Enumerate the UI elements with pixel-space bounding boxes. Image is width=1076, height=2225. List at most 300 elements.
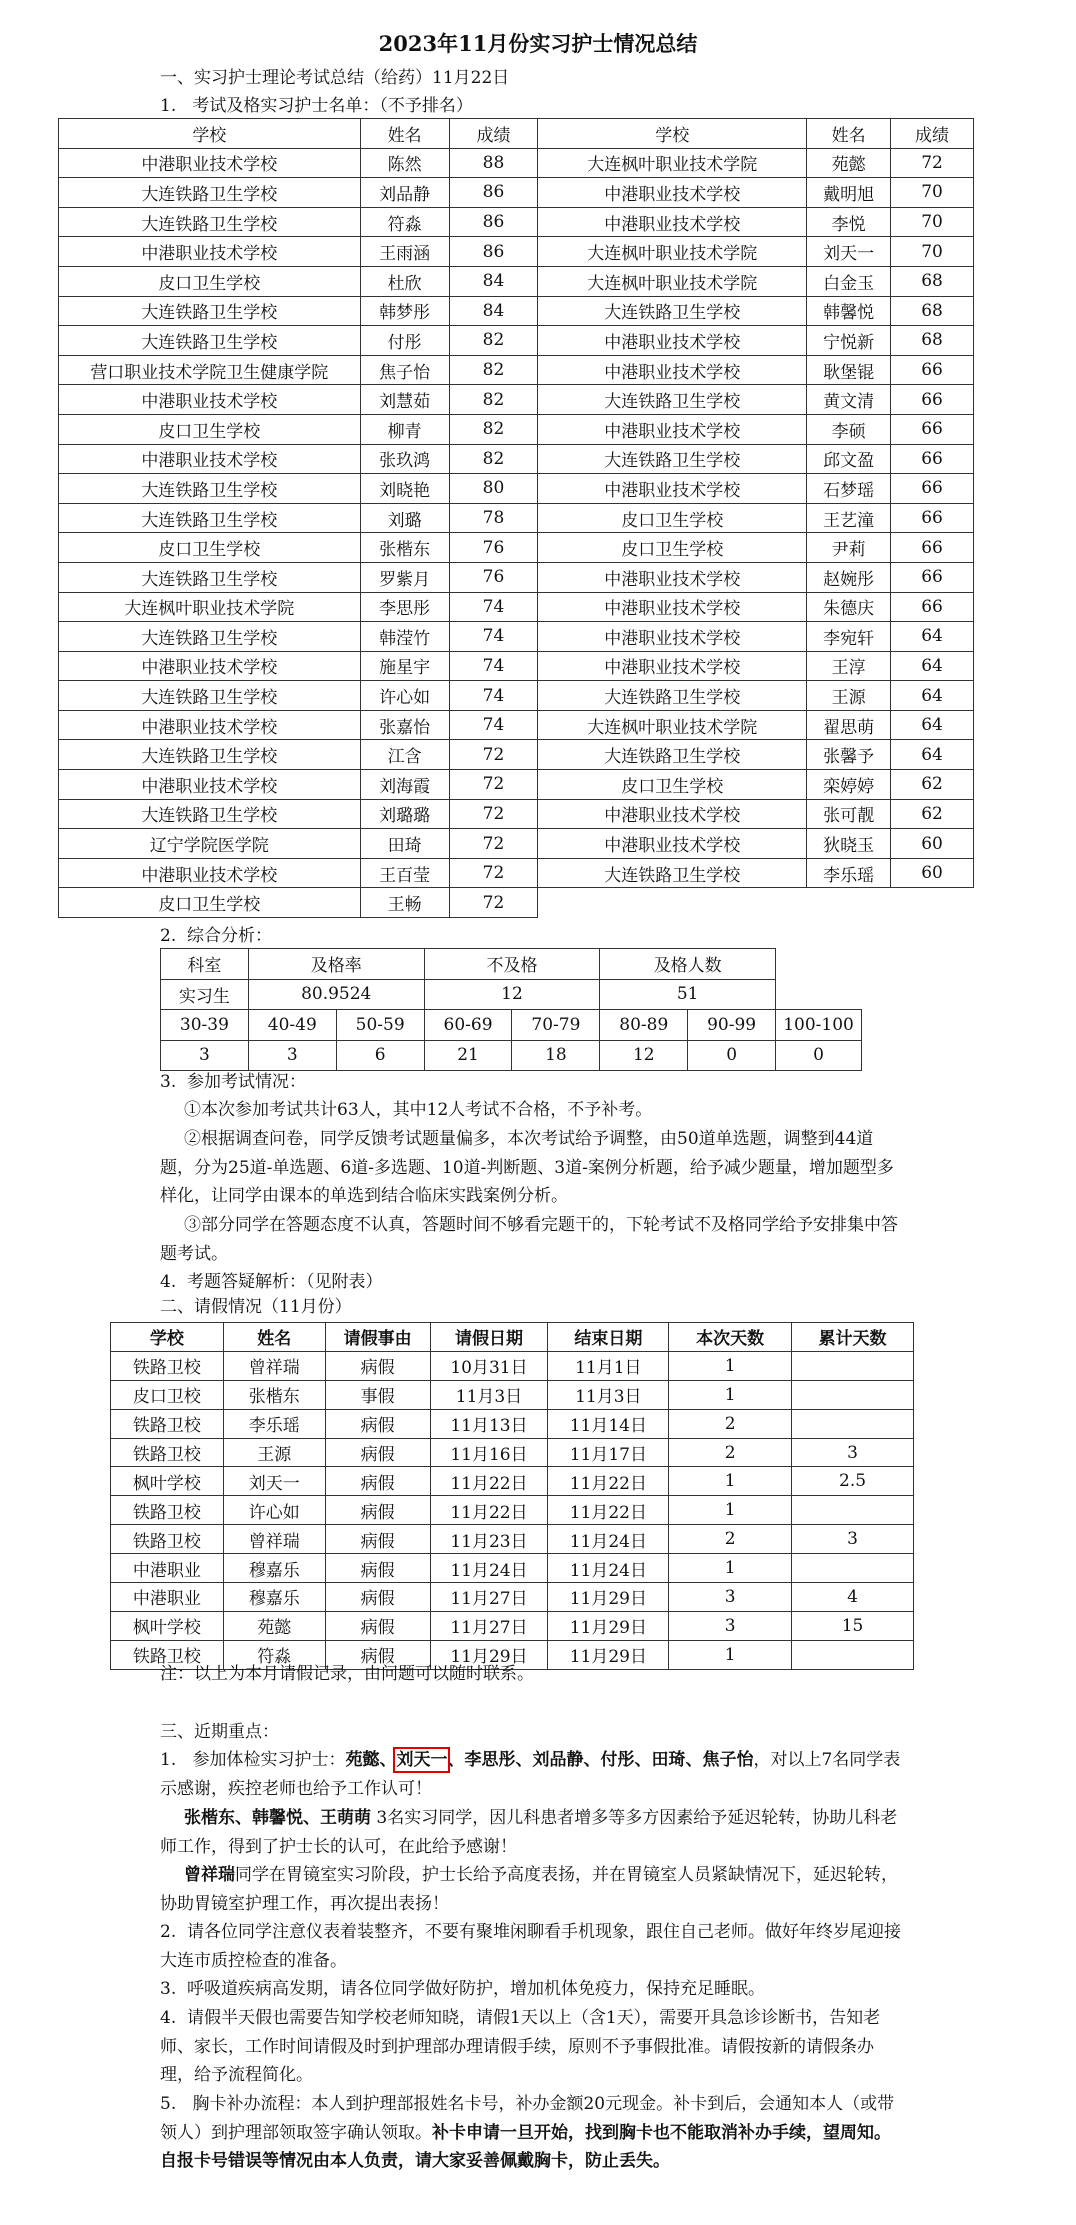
leave-end: 11月24日 [548, 1525, 669, 1554]
focus-item-5 [160, 2090, 904, 2176]
analysis-pass-count-header: 及格人数 [600, 949, 776, 980]
score-table-row [59, 207, 974, 237]
score-range: 80-89 [600, 1010, 688, 1041]
exam-volunteer-names-a: 苑懿、 [345, 1750, 397, 1770]
header-school-right: 学校 [538, 119, 807, 149]
score-table-row [59, 326, 974, 356]
score-table-row [59, 888, 974, 918]
score-table-row [59, 474, 974, 504]
right-score: 66 [891, 355, 974, 385]
leave-table-row [111, 1380, 914, 1409]
left-name: 许心如 [360, 681, 449, 711]
score-range-count: 3 [248, 1040, 336, 1071]
header-name-left: 姓名 [360, 119, 449, 149]
right-score: 68 [891, 326, 974, 356]
pediatrics-praise-text: 3名实习同学，因儿科患者增多等多方因素给予延迟轮转，协助儿科老师工作，得到了护士长的认可，在此给予感谢！ [160, 1808, 898, 1857]
leave-end: 11月29日 [548, 1640, 669, 1669]
score-table-row [59, 858, 974, 888]
left-school: 大连铁路卫生学校 [59, 622, 361, 652]
left-school: 大连铁路卫生学校 [59, 178, 361, 208]
left-name: 李思彤 [360, 592, 449, 622]
right-score: 70 [891, 207, 974, 237]
leave-total [792, 1380, 914, 1409]
right-name: 黄文清 [807, 385, 891, 415]
right-name: 宁悦新 [807, 326, 891, 356]
leave-end: 11月24日 [548, 1554, 669, 1583]
analysis-count-row [161, 1040, 862, 1071]
highlighted-name: 刘天一 [396, 1750, 448, 1770]
leave-end: 11月22日 [548, 1467, 669, 1496]
score-table-header [59, 119, 974, 149]
right-score: 68 [891, 266, 974, 296]
score-table-row [59, 355, 974, 385]
left-score: 84 [449, 266, 538, 296]
left-name: 江含 [360, 740, 449, 770]
analysis-summary-row [161, 979, 862, 1010]
passed-list-heading: 1. 考试及格实习护士名单：（不予排名） [160, 96, 473, 116]
left-name: 王畅 [360, 888, 449, 918]
leave-days: 3 [669, 1611, 792, 1640]
score-table-row [59, 592, 974, 622]
left-name: 王雨涵 [360, 237, 449, 267]
right-name: 王艺潼 [807, 503, 891, 533]
right-name: 王淳 [807, 651, 891, 681]
right-school: 中港职业技术学校 [538, 562, 807, 592]
leave-school: 铁路卫校 [111, 1525, 224, 1554]
section1-heading: 一、实习护士理论考试总结（给药）11月22日 [160, 68, 510, 88]
leave-total: 3 [792, 1525, 914, 1554]
empty-cell [891, 888, 974, 918]
left-school: 皮口卫生学校 [59, 533, 361, 563]
leave-total: 15 [792, 1611, 914, 1640]
leave-reason: 病假 [325, 1438, 430, 1467]
right-school: 中港职业技术学校 [538, 474, 807, 504]
right-name: 朱德庆 [807, 592, 891, 622]
left-score: 82 [449, 444, 538, 474]
left-score: 72 [449, 829, 538, 859]
right-name: 邱文盈 [807, 444, 891, 474]
leave-days: 1 [669, 1554, 792, 1583]
leave-reason: 病假 [325, 1640, 430, 1669]
right-school: 中港职业技术学校 [538, 799, 807, 829]
score-range: 50-59 [336, 1010, 424, 1041]
leave-days: 2 [669, 1409, 792, 1438]
leave-days: 3 [669, 1583, 792, 1612]
right-score: 62 [891, 799, 974, 829]
pediatrics-names: 张楷东、韩馨悦、王萌萌 [184, 1808, 371, 1828]
right-score: 66 [891, 444, 974, 474]
right-school: 大连铁路卫生学校 [538, 296, 807, 326]
right-name: 刘天一 [807, 237, 891, 267]
focus-endoscopy-praise [160, 1861, 904, 1918]
leave-total [792, 1351, 914, 1380]
left-school: 大连铁路卫生学校 [59, 681, 361, 711]
leave-start: 11月24日 [430, 1554, 548, 1583]
focus-item-1-intro: 参加体检实习护士： [192, 1750, 346, 1770]
analysis-fail-header: 不及格 [424, 949, 600, 980]
leave-table-header [111, 1323, 914, 1352]
leave-days: 2 [669, 1438, 792, 1467]
left-score: 72 [449, 888, 538, 918]
leave-start: 11月16日 [430, 1438, 548, 1467]
right-school: 大连枫叶职业技术学院 [538, 148, 807, 178]
right-score: 66 [891, 385, 974, 415]
right-score: 66 [891, 474, 974, 504]
right-school: 中港职业技术学校 [538, 592, 807, 622]
score-table-row [59, 681, 974, 711]
score-table-row [59, 503, 974, 533]
left-score: 78 [449, 503, 538, 533]
left-name: 付彤 [360, 326, 449, 356]
score-table-row [59, 296, 974, 326]
right-school: 大连枫叶职业技术学院 [538, 237, 807, 267]
endoscopy-name: 曾祥瑞 [184, 1865, 235, 1885]
leave-table-row [111, 1496, 914, 1525]
leave-table-row [111, 1467, 914, 1496]
focus-item-2: 2. 请各位同学注意仪表着装整齐，不要有聚堆闲聊看手机现象，跟住自己老师。做好年终岁尾迎接大连市质控检查的准备。 [160, 1922, 902, 1971]
leave-header-reason: 请假事由 [325, 1323, 430, 1352]
leave-name: 穆嘉乐 [223, 1554, 325, 1583]
analysis-heading: 2. 综合分析： [160, 926, 273, 946]
score-table-row [59, 710, 974, 740]
analysis-pass-rate: 80.9524 [248, 979, 424, 1010]
left-score: 82 [449, 326, 538, 356]
score-table-row [59, 385, 974, 415]
leave-header-days: 本次天数 [669, 1323, 792, 1352]
right-name: 李乐瑶 [807, 858, 891, 888]
left-school: 皮口卫生学校 [59, 414, 361, 444]
right-score: 72 [891, 148, 974, 178]
leave-school: 中港职业 [111, 1583, 224, 1612]
leave-reason: 病假 [325, 1351, 430, 1380]
left-name: 韩滢竹 [360, 622, 449, 652]
leave-end: 11月3日 [548, 1380, 669, 1409]
left-school: 大连铁路卫生学校 [59, 326, 361, 356]
score-table-row [59, 829, 974, 859]
leave-days: 1 [669, 1496, 792, 1525]
left-school: 中港职业技术学校 [59, 858, 361, 888]
right-score: 68 [891, 296, 974, 326]
badge-reissue-process: 胸卡补办流程：本人到护理部报姓名卡号，补办金额20元现金。补卡到后，会通知本人（或带领人）到护理部领取签字确认领取。 [160, 2094, 895, 2143]
right-school: 大连铁路卫生学校 [538, 858, 807, 888]
leave-total: 2.5 [792, 1467, 914, 1496]
leave-table-row [111, 1583, 914, 1612]
leave-note: 注：以上为本月请假记录，由问题可以随时联系。 [160, 1664, 534, 1684]
score-range-count: 0 [776, 1040, 862, 1071]
left-name: 杜欣 [360, 266, 449, 296]
left-score: 72 [449, 770, 538, 800]
exam-note-3: ③部分同学在答题态度不认真，答题时间不够看完题干的，下轮考试不及格同学给予安排集中答题考试。 [160, 1215, 898, 1264]
left-score: 80 [449, 474, 538, 504]
left-school: 中港职业技术学校 [59, 237, 361, 267]
right-name: 耿堡锟 [807, 355, 891, 385]
score-range-count: 18 [512, 1040, 600, 1071]
leave-header-start: 请假日期 [430, 1323, 548, 1352]
left-name: 张玖鸿 [360, 444, 449, 474]
score-range: 70-79 [512, 1010, 600, 1041]
leave-end: 11月22日 [548, 1496, 669, 1525]
leave-end: 11月29日 [548, 1583, 669, 1612]
score-table-row [59, 533, 974, 563]
focus-item-4: 4. 请假半天假也需要告知学校老师知晓，请假1天以上（含1天），需要开具急诊诊断书，告知老师、家长，工作时间请假及时到护理部办理请假手续，原则不予事假批准。请假按新的请假条办理，给予流程简化。 [160, 2008, 881, 2085]
leave-reason: 病假 [325, 1409, 430, 1438]
right-school: 中港职业技术学校 [538, 414, 807, 444]
right-name: 栾婷婷 [807, 770, 891, 800]
left-school: 大连铁路卫生学校 [59, 207, 361, 237]
leave-name: 曾祥瑞 [223, 1351, 325, 1380]
leave-start: 11月23日 [430, 1525, 548, 1554]
right-school: 大连铁路卫生学校 [538, 740, 807, 770]
left-name: 柳青 [360, 414, 449, 444]
score-table-row [59, 770, 974, 800]
right-score: 62 [891, 770, 974, 800]
leave-total [792, 1496, 914, 1525]
left-name: 罗紫月 [360, 562, 449, 592]
leave-total: 3 [792, 1438, 914, 1467]
leave-table [110, 1322, 914, 1670]
analysis-pass-count: 51 [600, 979, 776, 1010]
left-name: 刘璐 [360, 503, 449, 533]
leave-table-row [111, 1409, 914, 1438]
right-score: 64 [891, 651, 974, 681]
score-table-row [59, 237, 974, 267]
leave-school: 铁路卫校 [111, 1351, 224, 1380]
leave-header-total: 累计天数 [792, 1323, 914, 1352]
left-name: 刘晓艳 [360, 474, 449, 504]
right-score: 64 [891, 622, 974, 652]
left-school: 大连铁路卫生学校 [59, 474, 361, 504]
right-school: 大连枫叶职业技术学院 [538, 710, 807, 740]
left-name: 王百莹 [360, 858, 449, 888]
right-score: 66 [891, 562, 974, 592]
right-score: 70 [891, 237, 974, 267]
left-name: 刘品静 [360, 178, 449, 208]
right-school: 中港职业技术学校 [538, 178, 807, 208]
header-score-left: 成绩 [449, 119, 538, 149]
score-table-row [59, 740, 974, 770]
right-school: 皮口卫生学校 [538, 533, 807, 563]
right-score: 66 [891, 503, 974, 533]
leave-school: 枫叶学校 [111, 1467, 224, 1496]
left-score: 76 [449, 533, 538, 563]
analysis-intern-label: 实习生 [161, 979, 249, 1010]
header-school-left: 学校 [59, 119, 361, 149]
left-score: 86 [449, 178, 538, 208]
right-name: 王源 [807, 681, 891, 711]
left-school: 大连铁路卫生学校 [59, 740, 361, 770]
exam-participation-heading: 3. 参加考试情况： [160, 1072, 307, 1092]
score-range-count: 0 [688, 1040, 776, 1071]
leave-reason: 病假 [325, 1611, 430, 1640]
leave-name: 许心如 [223, 1496, 325, 1525]
score-range: 40-49 [248, 1010, 336, 1041]
leave-total [792, 1409, 914, 1438]
left-name: 施星宇 [360, 651, 449, 681]
right-score: 64 [891, 681, 974, 711]
leave-table-row [111, 1438, 914, 1467]
right-school: 中港职业技术学校 [538, 651, 807, 681]
right-score: 60 [891, 829, 974, 859]
exam-note-2: ②根据调查问卷，同学反馈考试题量偏多，本次考试给予调整，由50道单选题，调整到44道题，分为25道-单选题、6道-多选题、10道-判断题、3道-案例分析题，给予减少题量，增加题型多样化，让同学由课本的单选到结合临床实践案例分析。 [160, 1129, 894, 1206]
left-school: 皮口卫生学校 [59, 266, 361, 296]
focus-item-1-number: 1. [160, 1750, 177, 1770]
leave-table-row [111, 1554, 914, 1583]
focus-item-3: 3. 呼吸道疾病高发期，请各位同学做好防护，增加机体免疫力，保持充足睡眠。 [160, 1979, 766, 1999]
right-name: 李硕 [807, 414, 891, 444]
leave-days: 1 [669, 1640, 792, 1669]
right-name: 尹莉 [807, 533, 891, 563]
leave-start: 11月22日 [430, 1467, 548, 1496]
empty-cell [538, 888, 807, 918]
focus-item-1-thanks: ，对以上7名同学表示感谢，疾控老师也给予工作认可！ [160, 1750, 901, 1799]
score-table [58, 118, 974, 918]
left-score: 74 [449, 622, 538, 652]
leave-school: 铁路卫校 [111, 1438, 224, 1467]
leave-total: 4 [792, 1583, 914, 1612]
right-name: 张馨予 [807, 740, 891, 770]
leave-school: 铁路卫校 [111, 1409, 224, 1438]
leave-name: 苑懿 [223, 1611, 325, 1640]
right-score: 64 [891, 740, 974, 770]
left-name: 焦子怡 [360, 355, 449, 385]
leave-start: 11月22日 [430, 1496, 548, 1525]
right-school: 中港职业技术学校 [538, 207, 807, 237]
leave-reason: 事假 [325, 1380, 430, 1409]
right-score: 66 [891, 414, 974, 444]
left-school: 营口职业技术学院卫生健康学院 [59, 355, 361, 385]
left-score: 86 [449, 207, 538, 237]
score-table-row [59, 178, 974, 208]
right-school: 中港职业技术学校 [538, 326, 807, 356]
right-name: 张可靓 [807, 799, 891, 829]
right-name: 戴明旭 [807, 178, 891, 208]
leave-start: 11月29日 [430, 1640, 548, 1669]
right-name: 狄晓玉 [807, 829, 891, 859]
left-score: 74 [449, 681, 538, 711]
right-name: 李悦 [807, 207, 891, 237]
leave-end: 11月1日 [548, 1351, 669, 1380]
left-score: 72 [449, 858, 538, 888]
leave-reason: 病假 [325, 1525, 430, 1554]
score-range: 60-69 [424, 1010, 512, 1041]
left-school: 中港职业技术学校 [59, 770, 361, 800]
leave-school: 铁路卫校 [111, 1640, 224, 1669]
left-school: 中港职业技术学校 [59, 385, 361, 415]
exam-qa-heading: 4. 考题答疑解析：（见附表） [160, 1272, 383, 1292]
leave-days: 2 [669, 1525, 792, 1554]
leave-days: 1 [669, 1380, 792, 1409]
right-name: 赵婉彤 [807, 562, 891, 592]
leave-start: 11月13日 [430, 1409, 548, 1438]
left-school: 皮口卫生学校 [59, 888, 361, 918]
leave-days: 1 [669, 1351, 792, 1380]
leave-school: 铁路卫校 [111, 1496, 224, 1525]
leave-end: 11月14日 [548, 1409, 669, 1438]
score-table-row [59, 266, 974, 296]
leave-reason: 病假 [325, 1496, 430, 1525]
focus-item-5-number: 5. [160, 2094, 177, 2114]
exam-volunteer-names-b: 、李思彤、刘品静、付彤、田琦、焦子怡 [447, 1750, 754, 1770]
leave-start: 11月3日 [430, 1380, 548, 1409]
right-name: 翟思萌 [807, 710, 891, 740]
leave-table-row [111, 1611, 914, 1640]
right-school: 大连枫叶职业技术学院 [538, 266, 807, 296]
leave-table-row [111, 1351, 914, 1380]
badge-reissue-warning: 补卡申请一旦开始，找到胸卡也不能取消补办手续，望周知。自报卡号错误等情况由本人负责，请大家妥善佩戴胸卡，防止丢失。 [160, 2122, 891, 2171]
left-score: 74 [449, 592, 538, 622]
leave-reason: 病假 [325, 1583, 430, 1612]
score-table-row [59, 799, 974, 829]
score-table-row [59, 414, 974, 444]
leave-school: 中港职业 [111, 1554, 224, 1583]
left-school: 辽宁学院医学院 [59, 829, 361, 859]
leave-name: 王源 [223, 1438, 325, 1467]
right-school: 皮口卫生学校 [538, 770, 807, 800]
leave-header-end: 结束日期 [548, 1323, 669, 1352]
leave-header-name: 姓名 [223, 1323, 325, 1352]
leave-header-school: 学校 [111, 1323, 224, 1352]
score-range-count: 21 [424, 1040, 512, 1071]
analysis-pass-rate-header: 及格率 [248, 949, 424, 980]
left-school: 大连铁路卫生学校 [59, 799, 361, 829]
right-score: 64 [891, 710, 974, 740]
left-name: 韩梦彤 [360, 296, 449, 326]
left-school: 中港职业技术学校 [59, 710, 361, 740]
left-score: 88 [449, 148, 538, 178]
focus-pediatrics-praise [160, 1804, 904, 1861]
score-range-count: 12 [600, 1040, 688, 1071]
right-name: 石梦瑶 [807, 474, 891, 504]
exam-note-1: ①本次参加考试共计63人，其中12人考试不合格，不予补考。 [184, 1100, 653, 1120]
score-range: 100-100 [776, 1010, 862, 1041]
right-score: 66 [891, 533, 974, 563]
section3-heading: 三、近期重点： [160, 1722, 279, 1742]
left-score: 82 [449, 414, 538, 444]
left-name: 刘慧茹 [360, 385, 449, 415]
left-score: 74 [449, 710, 538, 740]
right-name: 韩馨悦 [807, 296, 891, 326]
score-table-row [59, 444, 974, 474]
leave-days: 1 [669, 1467, 792, 1496]
focus-item-1 [160, 1746, 904, 1803]
header-name-right: 姓名 [807, 119, 891, 149]
right-name: 白金玉 [807, 266, 891, 296]
left-name: 田琦 [360, 829, 449, 859]
empty-cell [807, 888, 891, 918]
leave-name: 张楷东 [223, 1380, 325, 1409]
score-range-count: 3 [161, 1040, 249, 1071]
left-score: 82 [449, 355, 538, 385]
left-school: 中港职业技术学校 [59, 651, 361, 681]
leave-name: 刘天一 [223, 1467, 325, 1496]
right-school: 皮口卫生学校 [538, 503, 807, 533]
right-school: 大连铁路卫生学校 [538, 444, 807, 474]
score-table-row [59, 562, 974, 592]
right-name: 苑懿 [807, 148, 891, 178]
left-score: 86 [449, 237, 538, 267]
left-score: 84 [449, 296, 538, 326]
document-title: 2023年11月份实习护士情况总结 [378, 31, 698, 56]
left-name: 陈然 [360, 148, 449, 178]
leave-name: 符淼 [223, 1640, 325, 1669]
left-score: 76 [449, 562, 538, 592]
left-score: 72 [449, 740, 538, 770]
left-score: 72 [449, 799, 538, 829]
right-score: 66 [891, 592, 974, 622]
analysis-range-row [161, 1010, 862, 1041]
right-school: 中港职业技术学校 [538, 622, 807, 652]
score-table-row [59, 622, 974, 652]
